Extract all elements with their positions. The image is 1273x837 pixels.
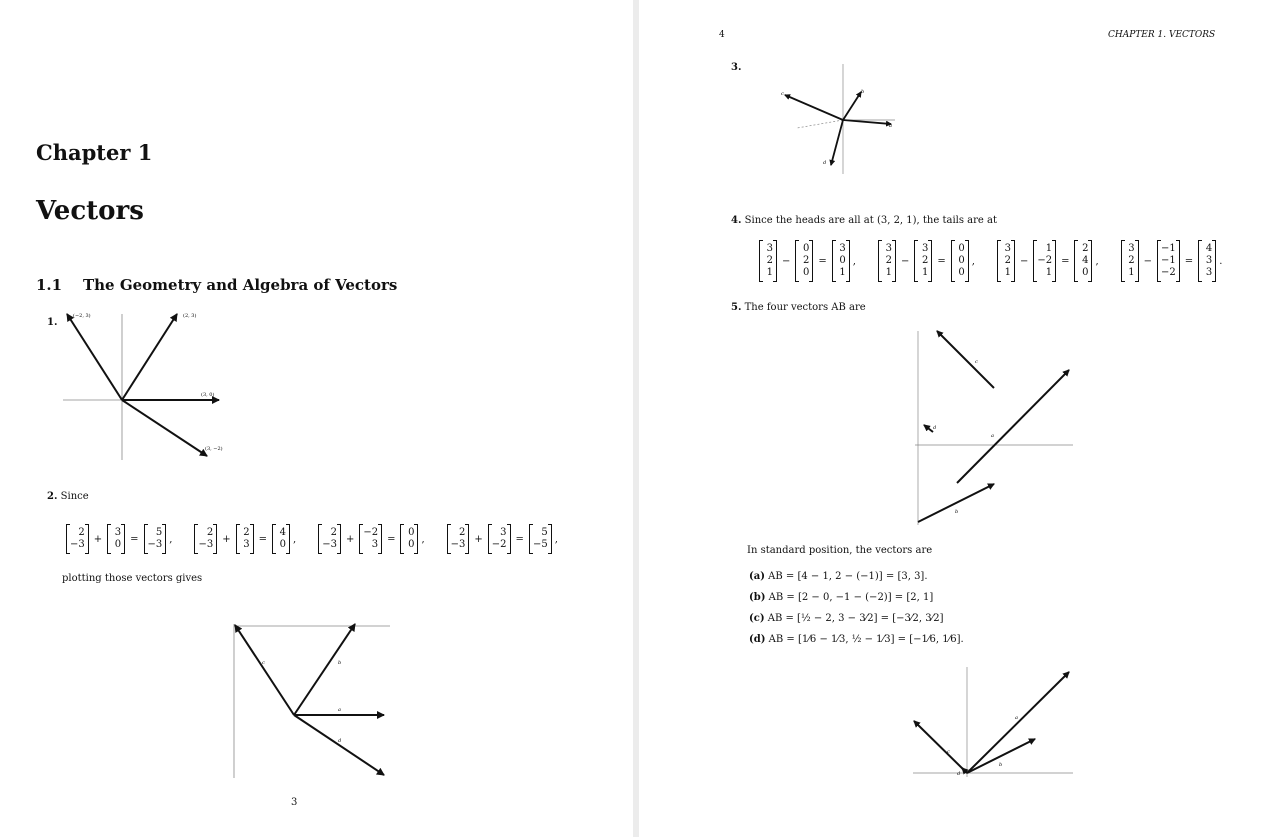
exercise-3-number: 3. <box>731 62 742 73</box>
vector-entry: 2 <box>78 527 85 538</box>
operator: , <box>852 255 856 267</box>
vector-entry: −2 <box>1161 267 1176 278</box>
exercise-5-graph <box>909 325 1079 530</box>
column-vector <box>66 524 89 554</box>
exercise-4-number: 4. <box>731 215 742 226</box>
vector-entry: 1 <box>1128 267 1135 278</box>
operator: = <box>258 533 267 545</box>
vector-entry: −1 <box>1161 243 1176 254</box>
section-title: 1.1 The Geometry and Algebra of Vectors <box>36 276 398 294</box>
vector-arrow <box>122 400 207 456</box>
operator: , <box>169 533 173 545</box>
vector-entry: 5 <box>541 527 548 538</box>
column-vector <box>1157 240 1180 282</box>
vector-arrow <box>294 624 355 715</box>
operator: = <box>937 255 946 267</box>
exercise-4-matrix-equations <box>759 240 1244 282</box>
operator: , <box>421 533 425 545</box>
exercise-5-text: The four vectors AB are <box>744 302 866 313</box>
vector-arrow <box>967 672 1069 773</box>
operator: , <box>293 533 297 545</box>
vector-entry: 2 <box>803 255 810 266</box>
operator: = <box>515 533 524 545</box>
vector-entry: 1 <box>766 267 773 278</box>
column-vector <box>759 240 777 282</box>
vector-entry: 0 <box>839 255 846 266</box>
vector-entry: 0 <box>958 267 965 278</box>
item-label: (c) <box>749 613 765 624</box>
operator: = <box>1061 255 1070 267</box>
vector-entry: −2 <box>363 527 379 538</box>
vector-arrow <box>122 314 177 400</box>
operator: + <box>222 533 231 545</box>
column-vector <box>400 524 418 554</box>
vector-entry: 1 <box>839 267 846 278</box>
vector-label: b <box>338 660 342 666</box>
exercise-2-matrix-equations <box>66 524 580 554</box>
item-text: AB = [½ − 2, 3 − 3⁄2] = [−3⁄2, 3⁄2] <box>767 613 944 624</box>
vector-label: b <box>955 509 959 515</box>
point-label: (3, −2) <box>205 446 223 452</box>
operator: = <box>1184 255 1194 267</box>
vector-entry: −3 <box>322 539 337 550</box>
vector-label: d <box>823 160 827 166</box>
vector-entry: 3 <box>114 527 122 538</box>
vector-entry: −5 <box>532 539 548 550</box>
vector-entry: 3 <box>766 243 773 254</box>
vector-entry: 5 <box>155 527 163 538</box>
column-vector <box>318 524 341 554</box>
operator: − <box>900 255 910 267</box>
vector-entry: 0 <box>803 267 810 278</box>
operator: − <box>782 255 791 267</box>
vector-entry: 0 <box>958 243 965 254</box>
item-label: (b) <box>749 592 766 603</box>
exercise-3-graph <box>779 60 904 180</box>
vector-label: c <box>262 660 265 666</box>
column-vector <box>1033 240 1056 282</box>
chapter-label: Chapter 1 <box>36 140 153 165</box>
operator: , <box>554 533 558 545</box>
vector-label: b <box>999 762 1003 768</box>
operator: + <box>474 533 483 545</box>
vector-arrow <box>924 425 933 432</box>
vector-entry: 2 <box>885 255 892 266</box>
vector-entry: 2 <box>921 255 929 266</box>
vector-label: d <box>933 425 937 431</box>
exercise-1-number: 1. <box>47 317 58 328</box>
exercise-2-text: Since <box>60 491 89 502</box>
vector-arrow <box>831 120 843 165</box>
vector-entry: 3 <box>500 527 507 538</box>
operator: + <box>93 533 103 545</box>
vector-entry: −3 <box>198 539 214 550</box>
column-vector <box>359 524 382 554</box>
operator: − <box>1143 255 1153 267</box>
vector-entry: 0 <box>1082 267 1089 278</box>
item-label: (d) <box>749 634 766 645</box>
item-text: AB = [1⁄6 − 1⁄3, ½ − 1⁄3] = [−1⁄6, 1⁄6]. <box>768 634 964 645</box>
operator: = <box>387 533 396 545</box>
vector-entry: 2 <box>459 527 466 538</box>
vector-entry: 1 <box>1045 267 1053 278</box>
vector-arrow <box>785 95 843 120</box>
vector-label: c <box>975 359 978 365</box>
vector-entry: 2 <box>1128 255 1135 266</box>
vector-entry: 3 <box>1205 267 1213 278</box>
vector-arrow <box>962 768 967 773</box>
vector-entry: 0 <box>408 539 415 550</box>
vector-arrow <box>294 715 384 775</box>
column-vector <box>997 240 1015 282</box>
operator: . <box>1219 255 1223 267</box>
column-vector <box>914 240 932 282</box>
vector-entry: −1 <box>1161 255 1176 266</box>
exercise-5-standard-graph <box>909 665 1079 780</box>
exercise-4-line <box>731 215 997 226</box>
vector-entry: 4 <box>1082 255 1089 266</box>
vector-entry: 3 <box>839 243 846 254</box>
vector-arrow <box>914 721 967 773</box>
column-vector <box>951 240 969 282</box>
vector-entry: 4 <box>279 527 286 538</box>
header-page-number: 4 <box>719 30 725 40</box>
vector-label: c <box>947 749 950 755</box>
vector-label: d <box>957 771 961 777</box>
point-label: (−2, 3) <box>73 313 91 319</box>
vector-entry: 0 <box>114 539 122 550</box>
operator: + <box>345 533 355 545</box>
item-label: (a) <box>749 571 765 582</box>
vector-arrow <box>843 120 891 124</box>
vector-arrow <box>843 92 861 120</box>
point-label: (2, 3) <box>183 313 197 319</box>
vector-entry: 2 <box>1082 243 1089 254</box>
column-vector <box>795 240 813 282</box>
left-page <box>0 0 633 837</box>
operator: = <box>130 533 139 545</box>
vector-entry: 3 <box>885 243 892 254</box>
exercise-1-graph <box>55 308 235 468</box>
header-chapter-title: CHAPTER 1. VECTORS <box>1108 30 1216 40</box>
vector-entry: 3 <box>243 539 250 550</box>
vector-entry: 4 <box>1205 243 1213 254</box>
column-vector <box>529 524 552 554</box>
vector-entry: 3 <box>1004 243 1011 254</box>
vector-label: c <box>781 91 784 97</box>
vector-entry: 1 <box>921 267 929 278</box>
vector-label: a <box>889 123 892 129</box>
vector-entry: 1 <box>885 267 892 278</box>
exercise-2-line <box>47 491 89 502</box>
point-label: (3, 0) <box>201 392 215 398</box>
vector-entry: 1 <box>1004 267 1011 278</box>
vector-label: b <box>861 89 865 95</box>
operator: , <box>971 255 975 267</box>
vector-entry: 3 <box>921 243 929 254</box>
vector-entry: 1 <box>1045 243 1053 254</box>
column-vector <box>144 524 167 554</box>
column-vector <box>272 524 290 554</box>
item-a <box>749 571 928 582</box>
vector-entry: −2 <box>491 539 507 550</box>
vector-arrow <box>235 625 294 715</box>
exercise-2-number: 2. <box>47 491 58 502</box>
vector-entry: 3 <box>1205 255 1213 266</box>
item-text: AB = [4 − 1, 2 − (−1)] = [3, 3]. <box>768 571 928 582</box>
column-vector <box>1074 240 1092 282</box>
chapter-title: Vectors <box>36 196 144 226</box>
x-axis <box>797 120 843 128</box>
standard-position-text: In standard position, the vectors are <box>747 545 933 556</box>
vector-entry: −2 <box>1037 255 1053 266</box>
exercise-5-number: 5. <box>731 302 742 313</box>
vector-arrow <box>918 484 994 522</box>
vector-arrow <box>957 370 1069 483</box>
column-vector <box>194 524 217 554</box>
vector-entry: −3 <box>450 539 466 550</box>
operator: = <box>818 255 827 267</box>
vector-entry: 2 <box>766 255 773 266</box>
column-vector <box>236 524 254 554</box>
column-vector <box>447 524 470 554</box>
vector-entry: 0 <box>803 243 810 254</box>
item-d <box>749 634 964 645</box>
vector-entry: 0 <box>279 539 286 550</box>
right-page <box>639 0 1273 837</box>
operator: − <box>1019 255 1029 267</box>
vector-entry: −3 <box>147 539 163 550</box>
page-number: 3 <box>291 797 298 808</box>
vector-entry: 2 <box>1004 255 1011 266</box>
column-vector <box>107 524 125 554</box>
vector-entry: 2 <box>330 527 337 538</box>
vector-label: d <box>338 738 342 744</box>
exercise-2-graph <box>222 618 402 783</box>
exercise-5-line <box>731 302 866 313</box>
column-vector <box>1198 240 1216 282</box>
column-vector <box>488 524 511 554</box>
column-vector <box>1121 240 1139 282</box>
vector-arrow <box>937 331 994 388</box>
vector-entry: −3 <box>70 539 85 550</box>
vector-entry: 3 <box>371 539 379 550</box>
vector-label: a <box>1015 715 1018 721</box>
vector-label: a <box>991 433 994 439</box>
vector-entry: 0 <box>958 255 965 266</box>
column-vector <box>832 240 850 282</box>
item-b <box>749 592 933 603</box>
operator: , <box>1095 255 1099 267</box>
vector-entry: 3 <box>1128 243 1135 254</box>
vector-entry: 2 <box>243 527 250 538</box>
vector-entry: 0 <box>408 527 415 538</box>
column-vector <box>878 240 896 282</box>
vector-arrow <box>67 314 122 400</box>
vector-entry: 2 <box>206 527 214 538</box>
exercise-4-text: Since the heads are all at (3, 2, 1), the tails are at <box>744 215 997 226</box>
item-text: AB = [2 − 0, −1 − (−2)] = [2, 1] <box>768 592 934 603</box>
exercise-2-after-text: plotting those vectors gives <box>62 573 203 584</box>
item-c <box>749 613 944 624</box>
vector-label: a <box>338 707 341 713</box>
